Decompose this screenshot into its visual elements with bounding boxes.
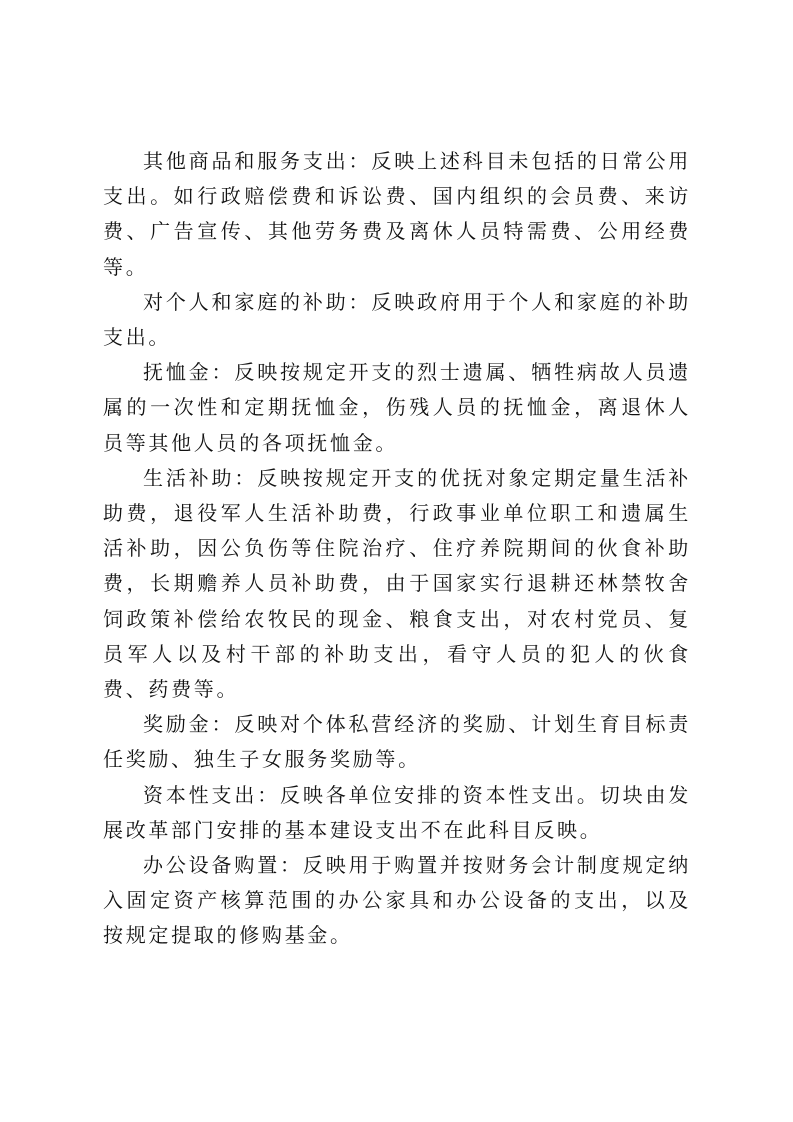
paragraph-personal-family-subsidy: 对个人和家庭的补助：反映政府用于个人和家庭的补助支出。 [103, 289, 691, 350]
document-body [103, 144, 691, 954]
paragraph-living-subsidy: 生活补助：反映按规定开支的优抚对象定期定量生活补助费，退役军人生活补助费，行政事业单位职工和遗属生活补助，因公负伤等住院治疗、住疗养院期间的伙食补助费，长期赡养人员补助费，由于国家实行退耕还林禁牧舍饲政策补偿给农牧民的现金、粮食支出，对农村党员、复员军人以及村干部的补助支出，看守人员的犯人的伙食费、药费等。 [103, 465, 691, 702]
paragraph-pension: 抚恤金：反映按规定开支的烈士遗属、牺牲病故人员遗属的一次性和定期抚恤金，伤残人员的抚恤金，离退休人员等其他人员的各项抚恤金。 [103, 360, 691, 455]
paragraph-reward: 奖励金：反映对个体私营经济的奖励、计划生育目标责任奖励、独生子女服务奖励等。 [103, 712, 691, 772]
paragraph-office-equipment: 办公设备购置：反映用于购置并按财务会计制度规定纳入固定资产核算范围的办公家具和办公设备的支出，以及按规定提取的修购基金。 [103, 853, 691, 948]
paragraph-other-goods-services: 其他商品和服务支出：反映上述科目未包括的日常公用支出。如行政赔偿费和诉讼费、国内组织的会员费、来访费、广告宣传、其他劳务费及离休人员特需费、公用经费等。 [103, 149, 691, 279]
paragraph-capital-expenditure: 资本性支出：反映各单位安排的资本性支出。切块由发展改革部门安排的基本建设支出不在此科目反映。 [103, 782, 691, 842]
